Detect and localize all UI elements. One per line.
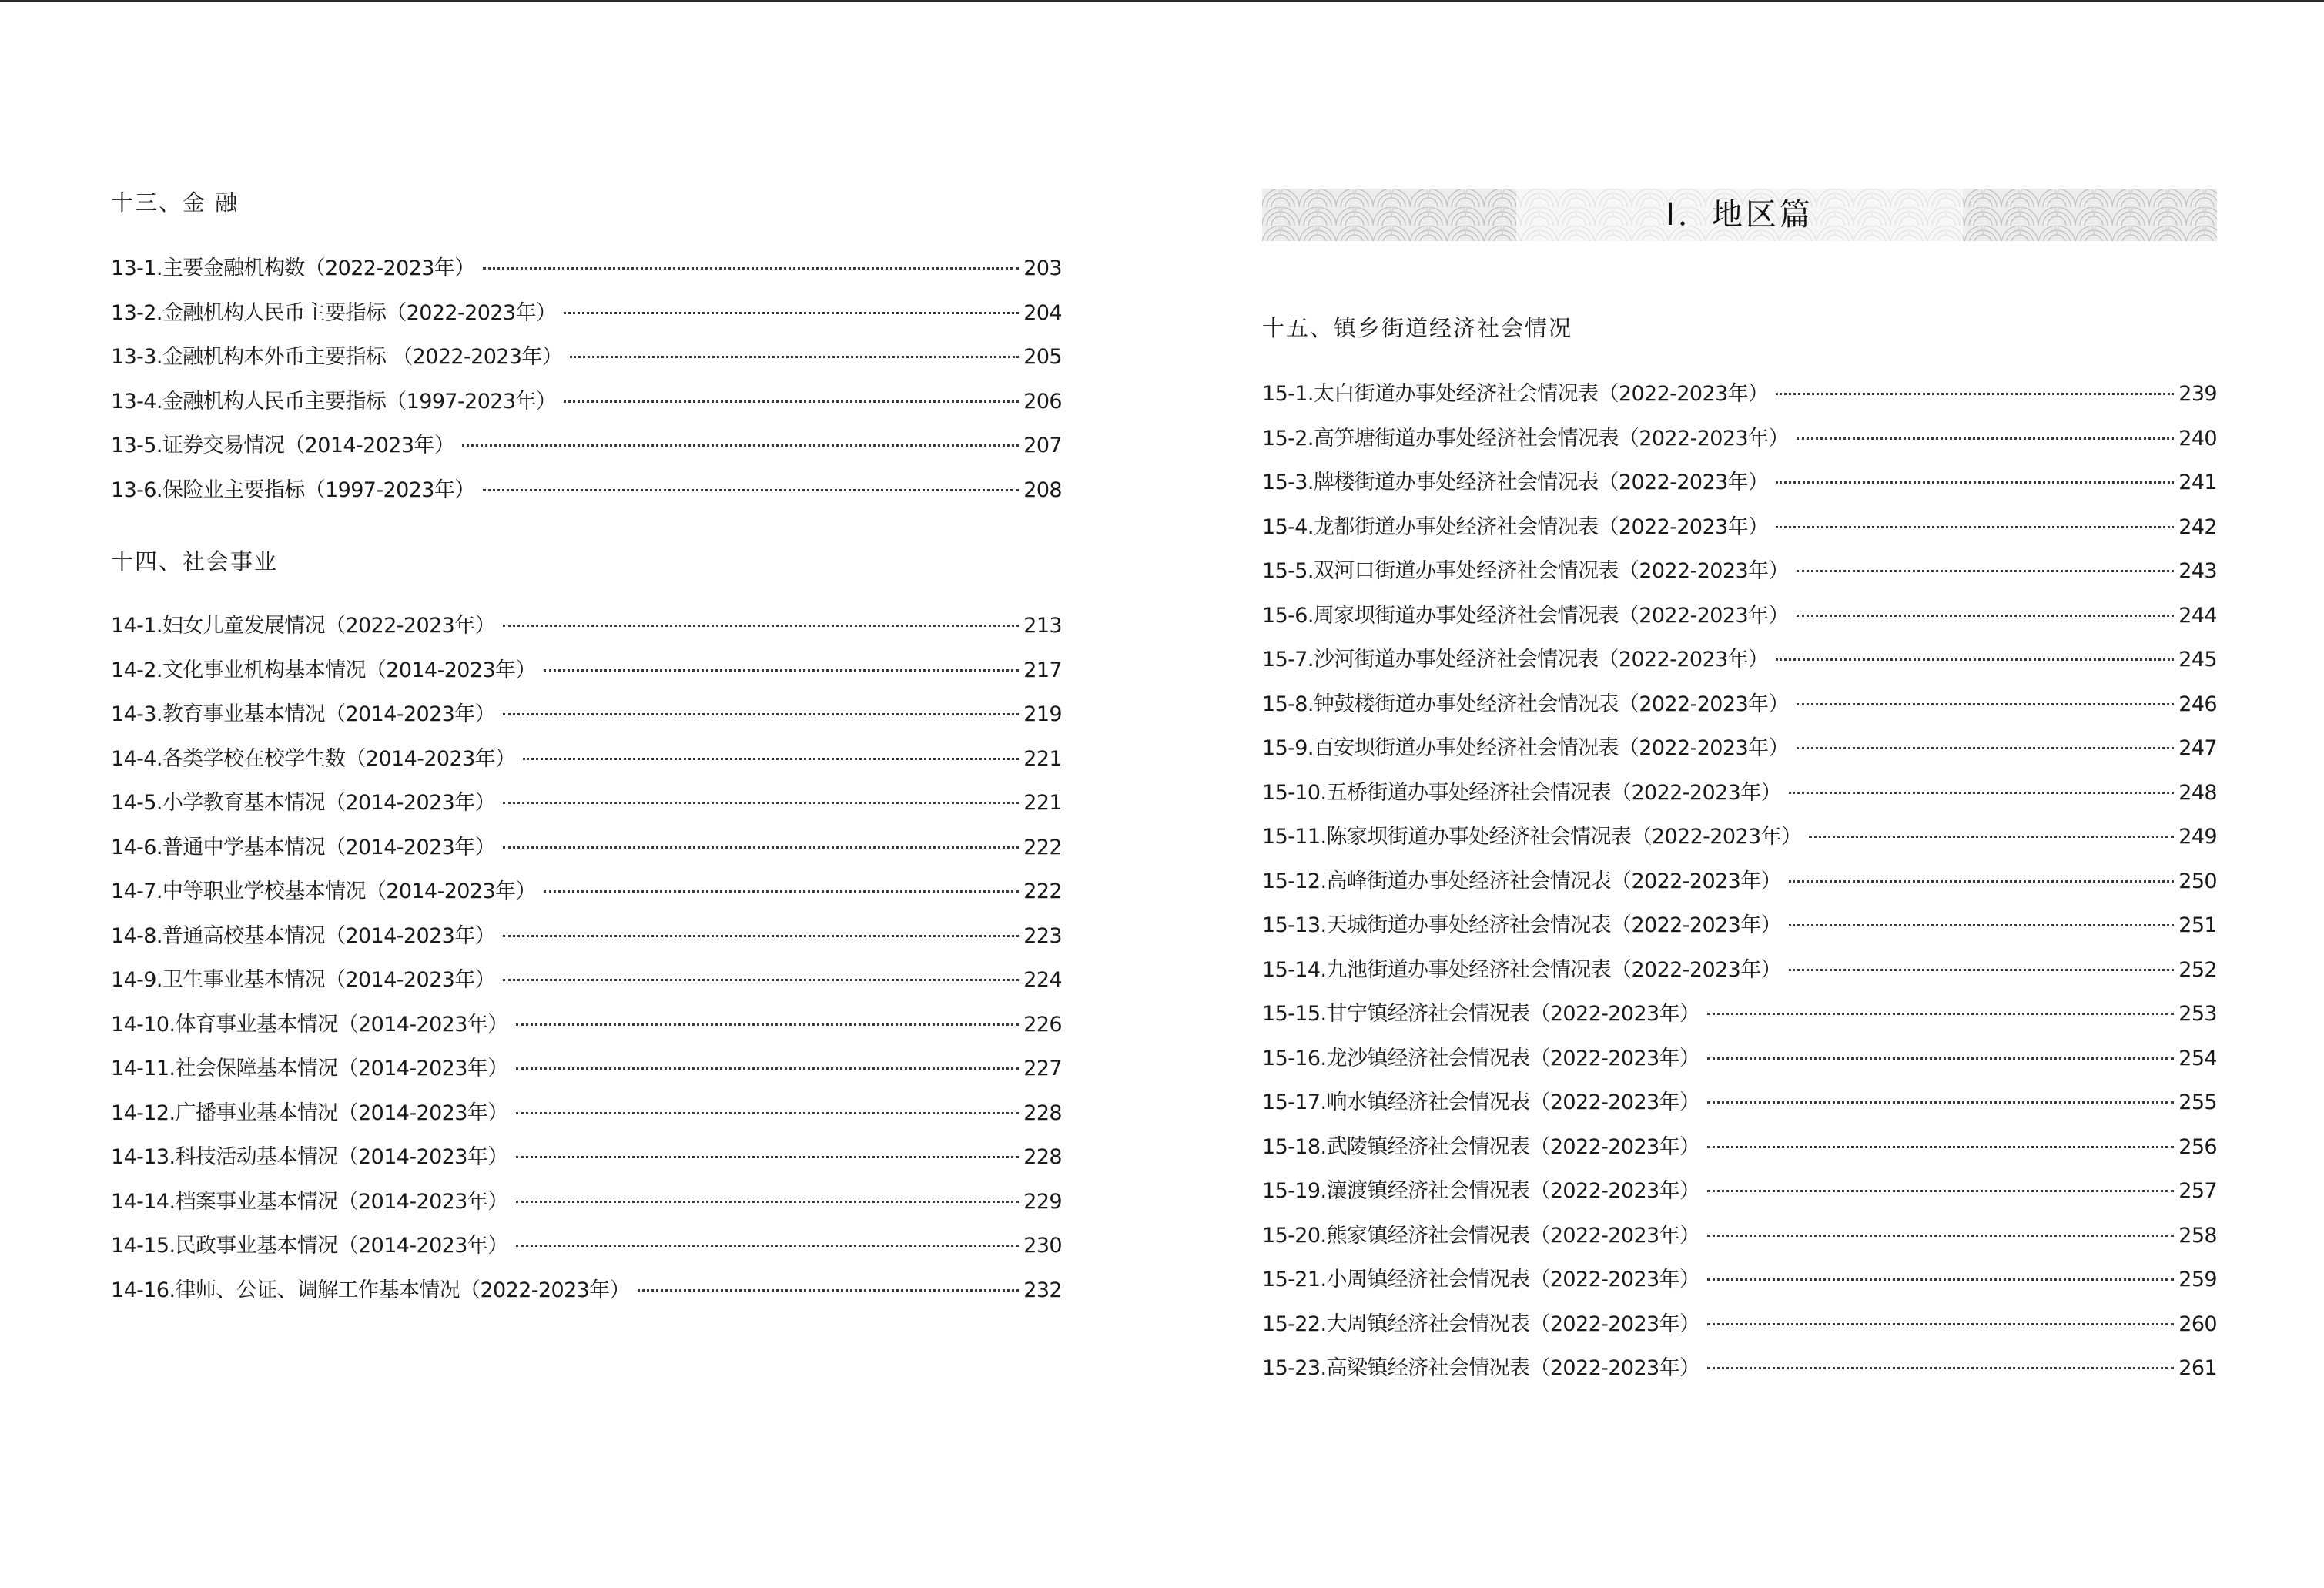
- dot-leader: [1776, 481, 2174, 484]
- entry-page-number: 247: [2178, 736, 2217, 760]
- dot-leader: [503, 979, 1019, 981]
- entry-title: 金融机构本外币主要指标 （2022-2023年）: [162, 345, 563, 369]
- entry-page-number: 239: [2178, 382, 2217, 406]
- toc-entry[interactable]: [111, 744, 1062, 789]
- entry-number: 15-2.: [1262, 426, 1314, 451]
- dot-leader: [1707, 1013, 2174, 1015]
- entry-title: 主要金融机构数（2022-2023年）: [162, 256, 475, 280]
- entry-page-number: 203: [1023, 256, 1062, 280]
- entry-page-number: 257: [2178, 1179, 2217, 1203]
- entry-title: 高峰街道办事处经济社会情况表（2022-2023年）: [1326, 869, 1782, 893]
- entry-title: 档案事业基本情况（2014-2023年）: [175, 1189, 508, 1214]
- toc-entry[interactable]: [111, 1142, 1062, 1187]
- entry-number: 14-15.: [111, 1234, 176, 1258]
- dot-leader: [1707, 1367, 2174, 1369]
- entry-page-number: 251: [2178, 913, 2217, 937]
- entry-number: 15-11.: [1262, 825, 1327, 849]
- dot-leader: [1797, 615, 2174, 617]
- dot-leader: [503, 625, 1019, 627]
- entry-title: 熊家镇经济社会情况表（2022-2023年）: [1326, 1223, 1700, 1248]
- entry-title: 科技活动基本情况（2014-2023年）: [175, 1145, 508, 1169]
- dot-leader: [1797, 703, 2174, 705]
- entry-title: 牌楼街道办事处经济社会情况表（2022-2023年）: [1313, 471, 1769, 494]
- dot-leader: [462, 444, 1019, 447]
- dot-leader: [1707, 1235, 2174, 1237]
- entry-number: 15-21.: [1262, 1268, 1327, 1292]
- part-banner: [1262, 189, 2217, 241]
- entry-page-number: 213: [1023, 614, 1062, 638]
- entry-number: 14-14.: [111, 1189, 176, 1214]
- entry-title: 沙河街道办事处经济社会情况表（2022-2023年）: [1313, 648, 1769, 672]
- toc-entry[interactable]: [111, 253, 1062, 298]
- part-title: Ⅰ．地区篇: [1666, 197, 1813, 233]
- entry-title: 普通中学基本情况（2014-2023年）: [162, 835, 496, 859]
- toc-entry[interactable]: [1262, 379, 2217, 424]
- entry-page-number: 248: [2178, 780, 2217, 805]
- entry-title: 响水镇经济社会情况表（2022-2023年）: [1326, 1090, 1700, 1114]
- entry-page-number: 207: [1023, 434, 1062, 457]
- entry-title: 五桥街道办事处经济社会情况表（2022-2023年）: [1326, 780, 1782, 805]
- entry-number: 14-11.: [111, 1057, 176, 1080]
- entry-page-number: 228: [1023, 1145, 1062, 1169]
- toc-entry[interactable]: [1262, 1309, 2217, 1354]
- entry-title: 律师、公证、调解工作基本情况（2022-2023年）: [175, 1278, 631, 1302]
- dot-leader: [516, 1112, 1020, 1114]
- toc-entry[interactable]: [111, 431, 1062, 475]
- entry-page-number: 223: [1023, 923, 1062, 948]
- entry-page-number: 221: [1023, 746, 1062, 771]
- dot-leader: [1707, 1190, 2174, 1192]
- entry-title: 天城街道办事处经济社会情况表（2022-2023年）: [1326, 913, 1782, 937]
- entry-number: 13-2.: [111, 300, 162, 325]
- toc-entry[interactable]: [1262, 955, 2217, 1000]
- entry-title: 双河口街道办事处经济社会情况表（2022-2023年）: [1313, 559, 1789, 583]
- entry-number: 15-17.: [1262, 1090, 1327, 1114]
- dot-leader: [516, 1201, 1020, 1203]
- toc-entry[interactable]: [111, 921, 1062, 966]
- entry-page-number: 204: [1023, 300, 1062, 325]
- entry-title: 周家坝街道办事处经济社会情况表（2022-2023年）: [1313, 603, 1789, 628]
- toc-entry[interactable]: [1262, 1044, 2217, 1088]
- entry-page-number: 249: [2178, 825, 2217, 849]
- entry-title: 保险业主要指标（1997-2023年）: [162, 477, 475, 502]
- toc-entry[interactable]: [111, 1054, 1062, 1098]
- toc-entry[interactable]: [111, 1010, 1062, 1054]
- entry-number: 13-3.: [111, 345, 162, 369]
- entry-number: 15-7.: [1262, 648, 1314, 672]
- entry-page-number: 228: [1023, 1101, 1062, 1125]
- toc-entry[interactable]: [1262, 601, 2217, 645]
- entry-number: 14-8.: [111, 923, 162, 948]
- entry-number: 15-10.: [1262, 780, 1327, 805]
- entry-page-number: 256: [2178, 1134, 2217, 1159]
- entry-title: 陈家坝街道办事处经济社会情况表（2022-2023年）: [1326, 825, 1802, 849]
- toc-entry[interactable]: [1262, 910, 2217, 955]
- entry-title: 体育事业基本情况（2014-2023年）: [175, 1012, 508, 1037]
- toc-entry[interactable]: [1262, 512, 2217, 557]
- entry-page-number: 245: [2178, 648, 2217, 672]
- entry-title: 小学教育基本情况（2014-2023年）: [162, 791, 496, 815]
- entry-title: 武陵镇经济社会情况表（2022-2023年）: [1326, 1134, 1700, 1159]
- entry-number: 14-7.: [111, 879, 162, 903]
- entry-number: 13-5.: [111, 434, 162, 457]
- toc-entry[interactable]: [111, 788, 1062, 833]
- dot-leader: [544, 890, 1019, 893]
- toc-entry[interactable]: [1262, 1087, 2217, 1132]
- entry-number: 15-18.: [1262, 1134, 1327, 1159]
- entry-page-number: 206: [1023, 389, 1062, 414]
- toc-entry[interactable]: [1262, 556, 2217, 601]
- entry-page-number: 205: [1023, 345, 1062, 369]
- toc-entry[interactable]: [111, 1187, 1062, 1231]
- toc-entry[interactable]: [1262, 1176, 2217, 1221]
- toc-entry[interactable]: [111, 965, 1062, 1010]
- entry-title: 各类学校在校学生数（2014-2023年）: [162, 746, 516, 771]
- dot-leader: [483, 267, 1020, 270]
- toc-entry[interactable]: [111, 298, 1062, 343]
- toc-entry[interactable]: [111, 1231, 1062, 1275]
- entry-title: 大周镇经济社会情况表（2022-2023年）: [1326, 1312, 1700, 1336]
- entry-number: 15-12.: [1262, 869, 1327, 893]
- entry-number: 14-6.: [111, 835, 162, 859]
- entry-title: 甘宁镇经济社会情况表（2022-2023年）: [1326, 1002, 1700, 1026]
- entry-number: 14-1.: [111, 614, 162, 638]
- entry-page-number: 259: [2178, 1268, 2217, 1292]
- dot-leader: [516, 1245, 1020, 1247]
- toc-entry[interactable]: [1262, 424, 2217, 468]
- entry-number: 14-5.: [111, 791, 162, 815]
- toc-entry[interactable]: [1262, 645, 2217, 689]
- entry-number: 14-9.: [111, 968, 162, 992]
- entry-number: 15-4.: [1262, 514, 1314, 539]
- dot-leader: [516, 1067, 1020, 1070]
- entry-number: 13-1.: [111, 256, 162, 280]
- dot-leader: [1707, 1101, 2174, 1104]
- dot-leader: [1789, 924, 2174, 926]
- entry-number: 15-16.: [1262, 1046, 1327, 1070]
- dot-leader: [1707, 1146, 2174, 1148]
- section-heading-social: 十四、社会事业: [111, 548, 279, 575]
- entry-page-number: 222: [1023, 879, 1062, 903]
- entry-title: 龙都街道办事处经济社会情况表（2022-2023年）: [1313, 514, 1769, 539]
- toc-entry[interactable]: [111, 611, 1062, 655]
- entry-page-number: 258: [2178, 1223, 2217, 1248]
- toc-entry[interactable]: [111, 1098, 1062, 1143]
- dot-leader: [1776, 526, 2174, 528]
- entry-page-number: 226: [1023, 1012, 1062, 1037]
- section-heading-finance: 十三、金 融: [111, 189, 239, 216]
- entry-number: 15-19.: [1262, 1179, 1327, 1203]
- dot-leader: [1797, 437, 2174, 440]
- dot-leader: [503, 846, 1019, 849]
- toc-list-towns: [1262, 379, 2217, 1398]
- toc-entry[interactable]: [1262, 999, 2217, 1044]
- entry-title: 教育事业基本情况（2014-2023年）: [162, 702, 496, 726]
- toc-entry[interactable]: [1262, 1132, 2217, 1177]
- entry-title: 百安坝街道办事处经济社会情况表（2022-2023年）: [1313, 736, 1789, 760]
- toc-entry[interactable]: [111, 387, 1062, 431]
- entry-page-number: 250: [2178, 869, 2217, 893]
- toc-entry[interactable]: [111, 1275, 1062, 1320]
- entry-title: 高梁镇经济社会情况表（2022-2023年）: [1326, 1356, 1700, 1380]
- entry-number: 14-16.: [111, 1278, 176, 1302]
- toc-entry[interactable]: [1262, 467, 2217, 512]
- toc-entry[interactable]: [1262, 1265, 2217, 1309]
- entry-page-number: 255: [2178, 1090, 2217, 1114]
- entry-page-number: 246: [2178, 692, 2217, 716]
- dot-leader: [503, 802, 1019, 804]
- entry-page-number: 230: [1023, 1234, 1062, 1258]
- entry-number: 14-2.: [111, 658, 162, 682]
- toc-entry[interactable]: [1262, 1221, 2217, 1265]
- entry-page-number: 219: [1023, 702, 1062, 726]
- dot-leader: [1707, 1323, 2174, 1325]
- dot-leader: [1797, 747, 2174, 749]
- entry-page-number: 222: [1023, 835, 1062, 859]
- entry-number: 14-4.: [111, 746, 162, 771]
- entry-number: 15-8.: [1262, 692, 1314, 716]
- entry-page-number: 260: [2178, 1312, 2217, 1336]
- dot-leader: [1789, 880, 2174, 883]
- entry-number: 15-22.: [1262, 1312, 1327, 1336]
- entry-title: 瀼渡镇经济社会情况表（2022-2023年）: [1326, 1179, 1700, 1203]
- entry-number: 15-15.: [1262, 1002, 1327, 1026]
- entry-page-number: 242: [2178, 514, 2217, 539]
- entry-title: 民政事业基本情况（2014-2023年）: [175, 1234, 508, 1258]
- entry-page-number: 243: [2178, 559, 2217, 583]
- entry-title: 普通高校基本情况（2014-2023年）: [162, 923, 496, 948]
- entry-title: 证券交易情况（2014-2023年）: [162, 434, 455, 457]
- toc-list-finance: [111, 253, 1062, 519]
- entry-number: 13-6.: [111, 477, 162, 502]
- dot-leader: [1797, 570, 2174, 572]
- toc-entry[interactable]: [111, 876, 1062, 921]
- dot-leader: [1789, 969, 2174, 971]
- toc-entry[interactable]: [1262, 733, 2217, 778]
- toc-entry[interactable]: [111, 342, 1062, 387]
- entry-page-number: 217: [1023, 658, 1062, 682]
- entry-number: 15-5.: [1262, 559, 1314, 583]
- entry-page-number: 241: [2178, 471, 2217, 494]
- toc-entry[interactable]: [111, 833, 1062, 877]
- entry-number: 15-6.: [1262, 603, 1314, 628]
- dot-leader: [483, 489, 1020, 491]
- entry-page-number: 208: [1023, 477, 1062, 502]
- dot-leader: [564, 400, 1019, 403]
- dot-leader: [1776, 658, 2174, 661]
- toc-entry[interactable]: [1262, 778, 2217, 822]
- entry-title: 高笋塘街道办事处经济社会情况表（2022-2023年）: [1313, 426, 1789, 451]
- entry-number: 15-13.: [1262, 913, 1327, 937]
- entry-number: 15-14.: [1262, 957, 1327, 982]
- entry-number: 15-20.: [1262, 1223, 1327, 1248]
- entry-number: 14-3.: [111, 702, 162, 726]
- toc-entry[interactable]: [1262, 1353, 2217, 1398]
- dot-leader: [516, 1156, 1020, 1158]
- entry-title: 九池街道办事处经济社会情况表（2022-2023年）: [1326, 957, 1782, 982]
- dot-leader: [503, 713, 1019, 715]
- entry-page-number: 261: [2178, 1356, 2217, 1380]
- entry-title: 卫生事业基本情况（2014-2023年）: [162, 968, 496, 992]
- dot-leader: [1809, 836, 2174, 838]
- entry-page-number: 244: [2178, 603, 2217, 628]
- entry-title: 中等职业学校基本情况（2014-2023年）: [162, 879, 536, 903]
- entry-number: 14-12.: [111, 1101, 176, 1125]
- toc-entry[interactable]: [1262, 822, 2217, 866]
- dot-leader: [1707, 1278, 2174, 1281]
- toc-entry[interactable]: [111, 699, 1062, 744]
- entry-number: 15-9.: [1262, 736, 1314, 760]
- entry-title: 钟鼓楼街道办事处经济社会情况表（2022-2023年）: [1313, 692, 1789, 716]
- entry-number: 14-10.: [111, 1012, 176, 1037]
- toc-list-social: [111, 611, 1062, 1319]
- entry-title: 金融机构人民币主要指标（1997-2023年）: [162, 389, 557, 414]
- entry-title: 妇女儿童发展情况（2022-2023年）: [162, 614, 496, 638]
- entry-title: 文化事业机构基本情况（2014-2023年）: [162, 658, 536, 682]
- entry-number: 15-23.: [1262, 1356, 1327, 1380]
- toc-entry[interactable]: [111, 475, 1062, 520]
- entry-title: 金融机构人民币主要指标（2022-2023年）: [162, 300, 557, 325]
- entry-number: 14-13.: [111, 1145, 176, 1169]
- dot-leader: [523, 758, 1019, 760]
- toc-entry[interactable]: [111, 655, 1062, 700]
- entry-page-number: 253: [2178, 1002, 2217, 1026]
- entry-number: 13-4.: [111, 389, 162, 414]
- dot-leader: [564, 312, 1019, 314]
- toc-entry[interactable]: [1262, 689, 2217, 734]
- entry-title: 太白街道办事处经济社会情况表（2022-2023年）: [1313, 382, 1769, 406]
- entry-title: 小周镇经济社会情况表（2022-2023年）: [1326, 1268, 1700, 1292]
- toc-entry[interactable]: [1262, 866, 2217, 911]
- dot-leader: [638, 1289, 1019, 1292]
- entry-page-number: 254: [2178, 1046, 2217, 1070]
- entry-page-number: 252: [2178, 957, 2217, 982]
- entry-number: 15-1.: [1262, 382, 1314, 406]
- entry-title: 广播事业基本情况（2014-2023年）: [175, 1101, 508, 1125]
- dot-leader: [1776, 393, 2174, 395]
- dot-leader: [503, 935, 1019, 937]
- top-border-line: [0, 0, 2324, 2]
- dot-leader: [570, 356, 1019, 358]
- entry-number: 15-3.: [1262, 471, 1314, 494]
- entry-title: 社会保障基本情况（2014-2023年）: [175, 1057, 508, 1080]
- section-heading-towns: 十五、镇乡街道经济社会情况: [1262, 315, 1573, 341]
- entry-title: 龙沙镇经济社会情况表（2022-2023年）: [1326, 1046, 1700, 1070]
- dot-leader: [1707, 1057, 2174, 1060]
- dot-leader: [1789, 792, 2174, 794]
- entry-page-number: 240: [2178, 426, 2217, 451]
- dot-leader: [544, 669, 1019, 672]
- entry-page-number: 224: [1023, 968, 1062, 992]
- entry-page-number: 221: [1023, 791, 1062, 815]
- entry-page-number: 227: [1023, 1057, 1062, 1080]
- dot-leader: [516, 1023, 1020, 1026]
- entry-page-number: 229: [1023, 1189, 1062, 1214]
- entry-page-number: 232: [1023, 1278, 1062, 1302]
